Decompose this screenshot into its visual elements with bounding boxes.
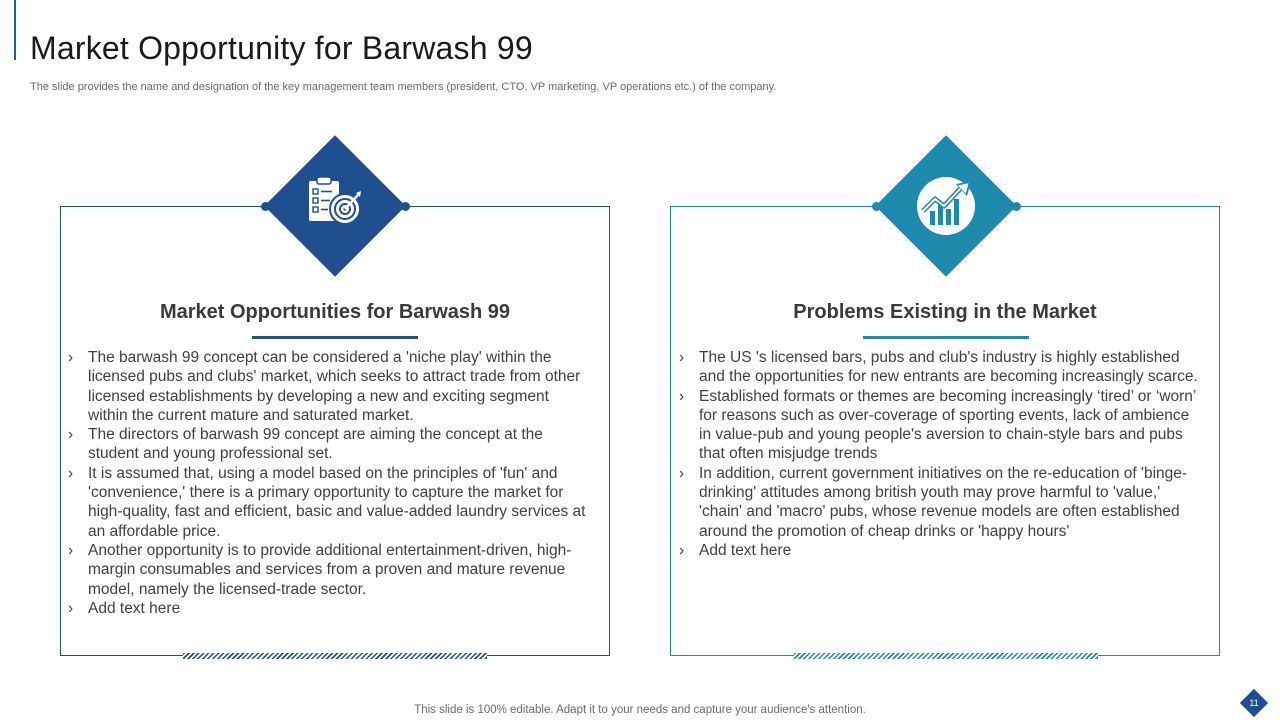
page-number: 11 [1249,698,1259,708]
problems-icon-badge [876,136,1016,276]
opportunities-list [68,348,588,618]
list-item: › Another opportunity is to provide additional entertainment-driven, high-margin consumables and services from a proven and mature revenue model, namely the licensed-trade sector. [68,541,588,599]
heading-underline [252,336,418,339]
problems-heading: Problems Existing in the Market [793,301,1097,323]
list-item: › The US 's licensed bars, pubs and club's industry is highly established and the opportunities for new entrants are becoming increasingly scarce. [679,348,1199,387]
list-item: › Established formats or themes are becoming increasingly ‘tired’ or ‘worn’ for reasons such as over-coverage of sporting events, lack of ambience in value-pub and young people's aversion to chain-style bars and pubs that often misjudge trends [679,387,1199,464]
hatch-decoration [183,653,487,659]
opportunities-icon-badge [265,136,405,276]
list-item: › Add text here [68,599,588,618]
list-item: › In addition, current government initiatives on the re-education of 'binge-drinking' attitudes among british youth may prove harmful to 'value,' 'chain' and 'macro' pubs, whose revenue models are often established around the promotion of cheap drinks or 'happy hours' [679,464,1199,541]
checklist-target-icon [300,171,370,241]
heading-underline [863,336,1029,339]
list-item: › Add text here [679,541,1199,560]
footer-note: This slide is 100% editable. Adapt it to your needs and capture your audience's attention. [414,704,866,716]
list-item: › The directors of barwash 99 concept are aiming the concept at the student and young professional set. [68,425,588,464]
hatch-decoration [794,653,1098,659]
slide-subtitle: The slide provides the name and designation of the key management team members (president, CTO, VP marketing, VP operations etc.) of the company. [30,81,777,93]
opportunities-heading: Market Opportunities for Barwash 99 [159,301,511,323]
list-item: › The barwash 99 concept can be considered a 'niche play' within the licensed pubs and clubs' market, which seeks to attract trade from other licensed establishments by developing a new and exciting segment within the current mature and saturated market. [68,348,588,425]
list-item: › It is assumed that, using a model based on the principles of 'fun' and 'convenience,' there is a primary opportunity to capture the market for high-quality, fast and efficient, basic and value-added laundry services at an affordable price. [68,464,588,541]
problems-list [679,348,1199,560]
growth-chart-icon [911,171,981,241]
title-accent-line [14,0,16,60]
page-number-badge [1240,689,1268,717]
slide-title: Market Opportunity for Barwash 99 [30,30,533,66]
